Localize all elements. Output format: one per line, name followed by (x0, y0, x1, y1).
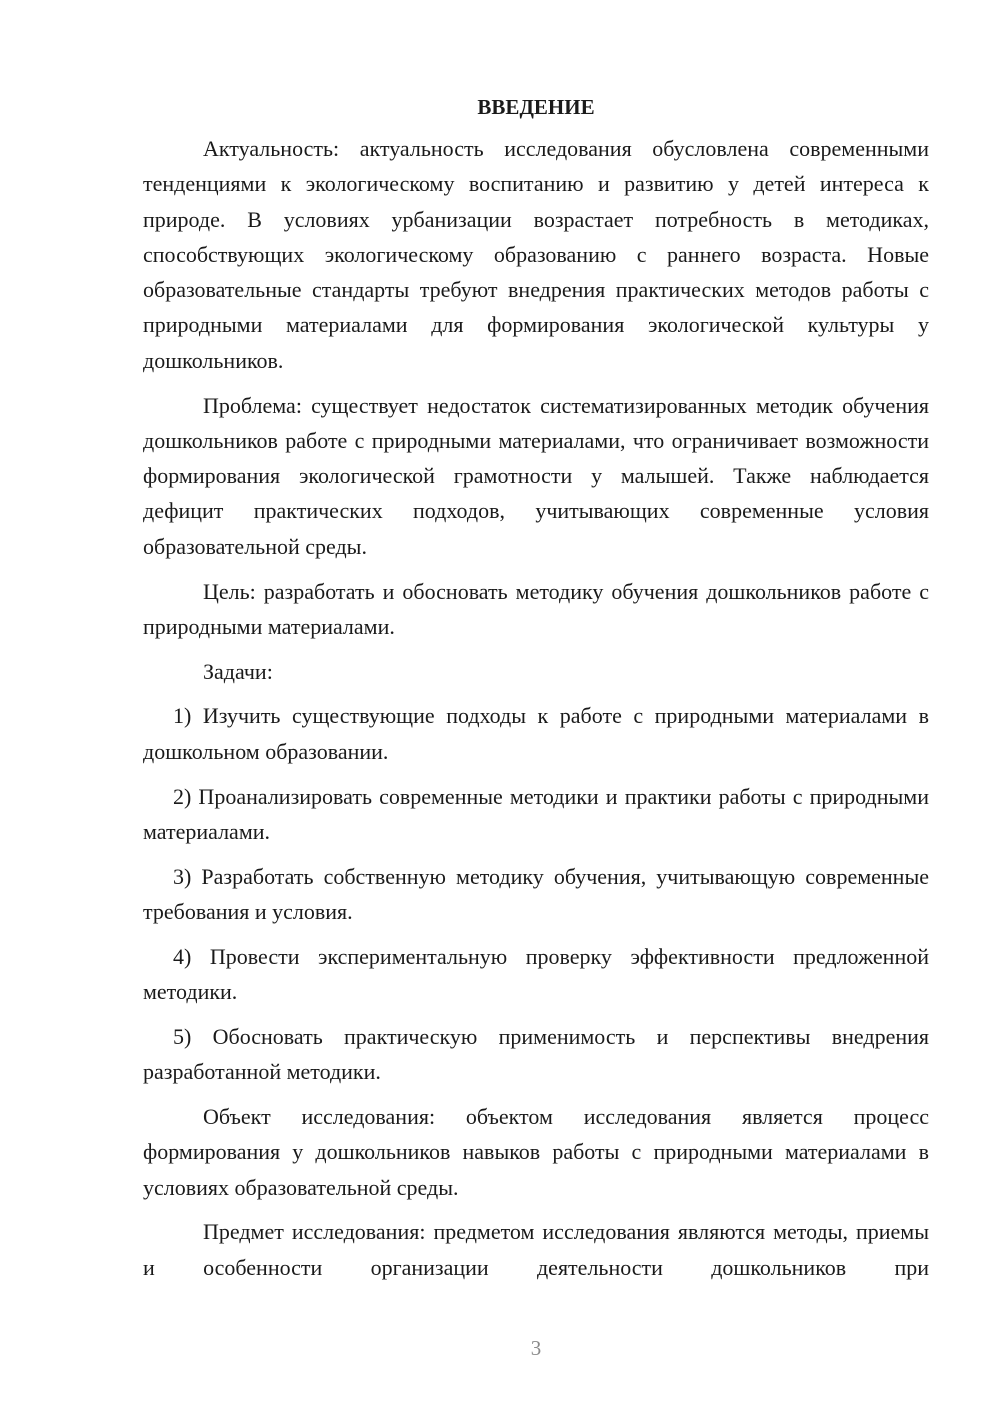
paragraph-subject: Предмет исследования: предметом исследования являются методы, приемы и особенности организации деятельности дошкольников при (143, 1219, 929, 1280)
task-item-1: 1) Изучить существующие подходы к работе с природными материалами в дошкольном образовании. (143, 703, 929, 764)
page-number: 3 (530, 1336, 542, 1360)
task-item-3: 3) Разработать собственную методику обучения, учитывающую современные требования и условия. (143, 863, 929, 924)
paragraph-tasks-label: Задачи: (203, 658, 273, 684)
paragraph-goal: Цель: разработать и обосновать методику обучения дошкольников работе с природными материалами. (143, 578, 929, 639)
section-heading-text: ВВЕДЕНИЕ (477, 95, 595, 119)
task-item-2: 2) Проанализировать современные методики и практики работы с природными материалами. (143, 783, 929, 844)
paragraph-object: Объект исследования: объектом исследования является процесс формирования у дошкольников навыков работы с природными материалами в условиях образовательной среды. (143, 1103, 929, 1200)
paragraph-problem: Проблема: существует недостаток систематизированных методик обучения дошкольников работе с природными материалами, что ограничивает возможности формирования экологической грамотности у малышей. Также наблюдается дефицит практических подходов, учитывающих современные условия образовательной среды. (143, 392, 929, 559)
section-heading (143, 90, 929, 125)
task-item-4: 4) Провести экспериментальную проверку эффективности предложенной методики. (143, 943, 929, 1005)
task-item-5: 5) Обосновать практическую применимость и перспективы внедрения разработанной методики. (143, 1023, 929, 1085)
paragraph-relevance: Актуальность: актуальность исследования обусловлена современными тенденциями к экологическому воспитанию и развитию у детей интереса к природе. В условиях урбанизации возрастает потребность в методиках, способствующих экологическому образованию с раннего возраста. Новые образовательные стандарты требуют внедрения практических методов работы с природными материалами для формирования экологической культуры у дошкольников. (143, 136, 929, 373)
page-content (143, 90, 929, 1285)
